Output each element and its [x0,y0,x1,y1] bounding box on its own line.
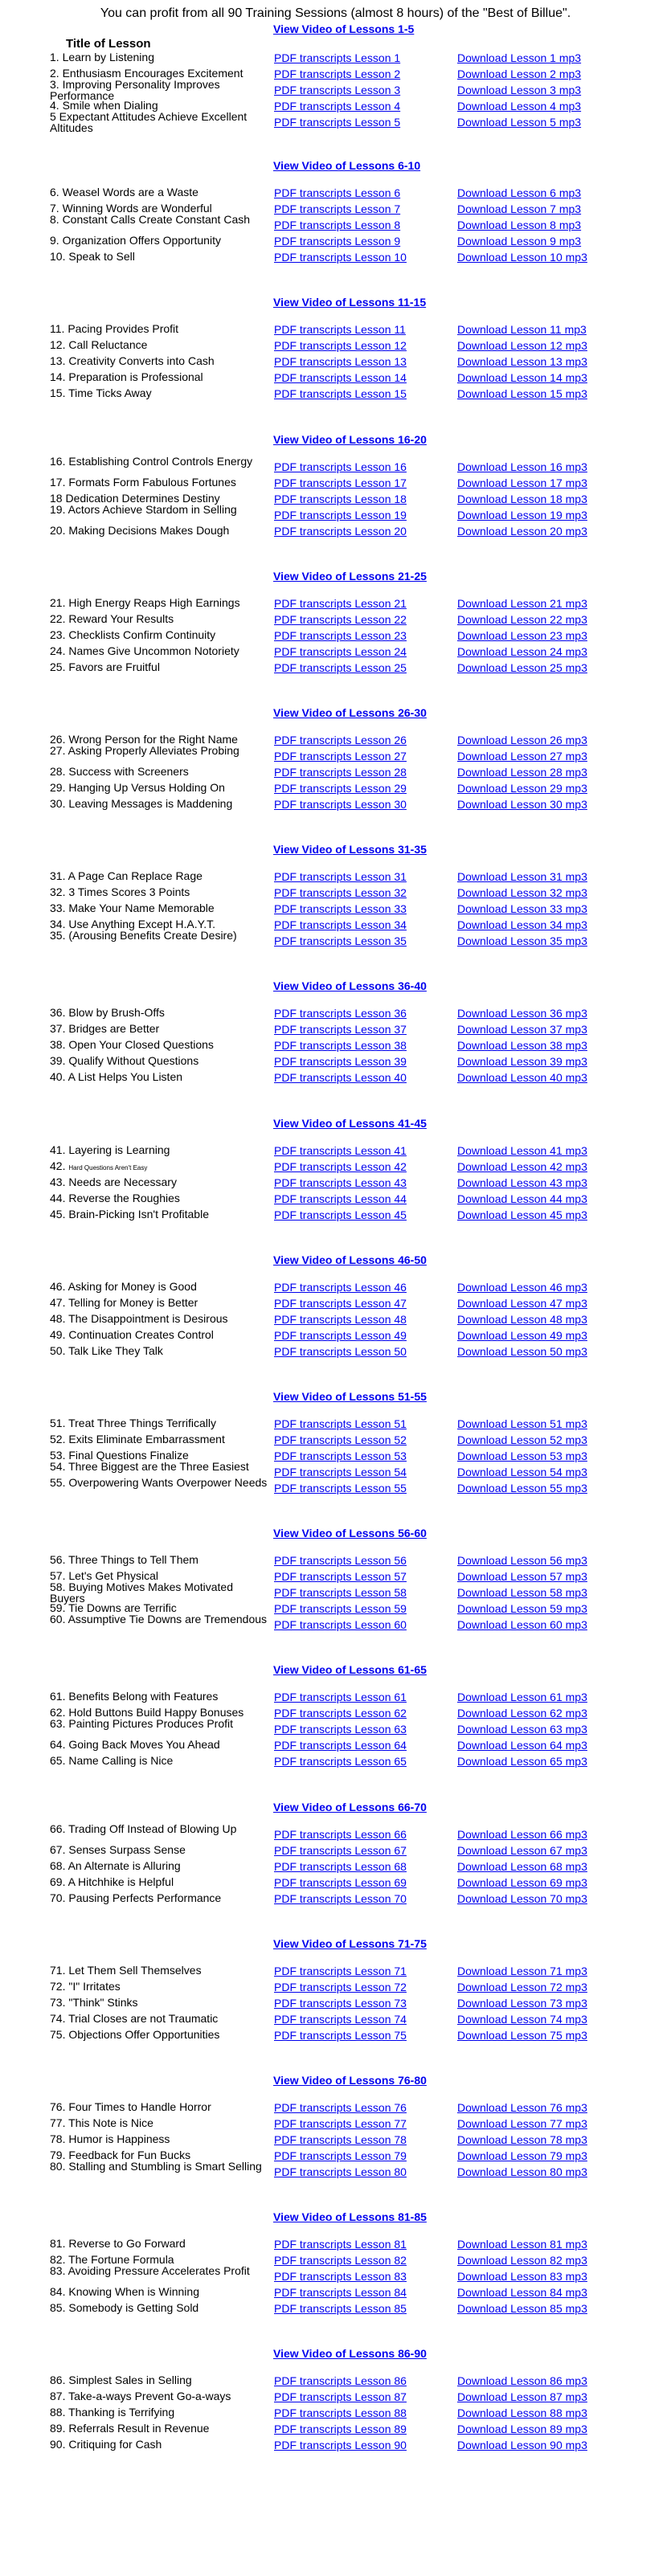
lesson-title: 36. Blow by Brush-Offs [50,1006,165,1020]
lesson-title: 89. Referrals Result in Revenue [50,2422,210,2435]
download-mp3-link[interactable]: Download Lesson 18 mp3 [457,492,587,505]
lesson-title: 16. Establishing Control Controls Energy [50,454,253,468]
lesson-title: 22. Reward Your Results [50,611,174,625]
pdf-transcript-link[interactable]: PDF transcripts Lesson 43 [274,1176,407,1189]
view-video-link[interactable]: View Video of Lessons 36-40 [273,979,427,993]
pdf-transcript-link[interactable]: PDF transcripts Lesson 76 [274,2101,407,2114]
lesson-title: 12. Call Reluctance [50,338,148,352]
pdf-transcript-link[interactable]: PDF transcripts Lesson 2 [274,67,401,80]
pdf-transcript-link[interactable]: PDF transcripts Lesson 11 [274,323,406,337]
lesson-title: 34. Use Anything Except H.A.Y.T. [50,918,215,931]
pdf-transcript-link[interactable]: PDF transcripts Lesson 69 [274,1875,407,1889]
pdf-transcript-link[interactable]: PDF transcripts Lesson 45 [274,1208,407,1221]
download-mp3-link[interactable]: Download Lesson 64 mp3 [457,1739,587,1752]
lesson-title: 10. Speak to Sell [50,250,135,264]
download-mp3-link[interactable]: Download Lesson 57 mp3 [457,1570,587,1584]
lesson-title: 38. Open Your Closed Questions [50,1038,214,1052]
pdf-transcript-link[interactable]: PDF transcripts Lesson 17 [274,476,407,489]
view-video-link[interactable]: View Video of Lessons 71-75 [273,1936,427,1950]
pdf-transcript-link[interactable]: PDF transcripts Lesson 5 [274,116,401,129]
lesson-title: 77. This Note is Nice [50,2116,153,2129]
view-video-link[interactable]: View Video of Lessons 86-90 [273,2347,427,2361]
pdf-transcript-link[interactable]: PDF transcripts Lesson 32 [274,886,407,900]
lesson-title: 44. Reverse the Roughies [50,1191,180,1204]
view-video-link[interactable]: View Video of Lessons 61-65 [273,1663,427,1677]
lesson-title: 17. Formats Form Fabulous Fortunes [50,475,236,489]
pdf-transcript-link[interactable]: PDF transcripts Lesson 64 [274,1739,407,1752]
lesson-title: 37. Bridges are Better [50,1022,160,1036]
pdf-transcript-link[interactable]: PDF transcripts Lesson 35 [274,934,407,948]
lesson-title: 1. Learn by Listening [50,51,154,63]
pdf-transcript-link[interactable]: PDF transcripts Lesson 87 [274,2390,407,2404]
download-mp3-link[interactable]: Download Lesson 61 mp3 [457,1691,587,1704]
lesson-title: 3. Improving Personality Improves Performance [50,78,220,102]
download-mp3-link[interactable]: Download Lesson 74 mp3 [457,2012,587,2026]
lesson-title: 54. Three Biggest are the Three Easiest [50,1460,249,1473]
pdf-transcript-link[interactable]: PDF transcripts Lesson 19 [274,508,407,521]
intro-text: You can profit from all 90 Training Sessions (almost 8 hours) of the "Best of Billue". [100,6,571,20]
download-mp3-link[interactable]: Download Lesson 54 mp3 [457,1466,587,1478]
download-mp3-link[interactable]: Download Lesson 51 mp3 [457,1417,587,1430]
pdf-transcript-link[interactable]: PDF transcripts Lesson 37 [274,1023,407,1037]
lesson-title: 50. Talk Like They Talk [50,1343,163,1357]
download-mp3-link[interactable]: Download Lesson 15 mp3 [457,387,587,401]
download-mp3-link[interactable]: Download Lesson 40 mp3 [457,1071,587,1085]
lesson-title: 49. Continuation Creates Control [50,1327,214,1341]
download-mp3-link[interactable]: Download Lesson 70 mp3 [457,1891,587,1905]
pdf-transcript-link[interactable]: PDF transcripts Lesson 53 [274,1450,407,1462]
pdf-transcript-link[interactable]: PDF transcripts Lesson 40 [274,1071,407,1085]
pdf-transcript-link[interactable]: PDF transcripts Lesson 80 [274,2165,407,2178]
pdf-transcript-link[interactable]: PDF transcripts Lesson 18 [274,492,407,505]
download-mp3-link[interactable]: Download Lesson 90 mp3 [457,2439,587,2452]
lesson-title: 75. Objections Offer Opportunities [50,2027,220,2041]
download-mp3-link[interactable]: Download Lesson 67 mp3 [457,1843,587,1857]
lesson-title: 40. A List Helps You Listen [50,1070,183,1084]
lesson-title-small: Hard Questions Aren't Easy [68,1163,148,1171]
lesson-title: 65. Name Calling is Nice [50,1754,174,1768]
download-mp3-link[interactable]: Download Lesson 62 mp3 [457,1707,587,1720]
download-mp3-link[interactable]: Download Lesson 21 mp3 [457,596,587,610]
lesson-title: 29. Hanging Up Versus Holding On [50,781,225,794]
pdf-transcript-link[interactable]: PDF transcripts Lesson 7 [274,202,401,216]
view-video-link[interactable]: View Video of Lessons 1-5 [273,22,415,35]
download-mp3-link[interactable]: Download Lesson 8 mp3 [457,219,582,232]
lesson-title: 66. Trading Off Instead of Blowing Up [50,1822,237,1835]
download-mp3-link[interactable]: Download Lesson 14 mp3 [457,371,587,385]
download-mp3-link[interactable]: Download Lesson 11 mp3 [457,323,587,337]
lesson-title: 74. Trial Closes are not Traumatic [50,2011,219,2025]
lesson-title: 5 Expectant Attitudes Achieve Excellent Altitudes [50,110,248,134]
download-mp3-link[interactable]: Download Lesson 37 mp3 [457,1023,587,1037]
pdf-transcript-link[interactable]: PDF transcripts Lesson 12 [274,339,407,353]
download-mp3-link[interactable]: Download Lesson 88 mp3 [457,2406,587,2420]
view-video-link[interactable]: View Video of Lessons 6-10 [273,159,421,173]
lesson-title: 56. Three Things to Tell Them [50,1553,198,1567]
pdf-transcript-link[interactable]: PDF transcripts Lesson 39 [274,1055,407,1069]
download-mp3-link[interactable]: Download Lesson 20 mp3 [457,524,587,538]
download-mp3-link[interactable]: Download Lesson 22 mp3 [457,612,587,626]
download-mp3-link[interactable]: Download Lesson 79 mp3 [457,2149,587,2162]
download-mp3-link[interactable]: Download Lesson 7 mp3 [457,202,582,216]
pdf-transcript-link[interactable]: PDF transcripts Lesson 90 [274,2439,407,2452]
pdf-transcript-link[interactable]: PDF transcripts Lesson 66 [274,1827,407,1841]
pdf-transcript-link[interactable]: PDF transcripts Lesson 50 [274,1344,407,1358]
lesson-title: 20. Making Decisions Makes Dough [50,523,230,537]
pdf-transcript-link[interactable]: PDF transcripts Lesson 61 [274,1691,407,1704]
lesson-title: 79. Feedback for Fun Bucks [50,2149,191,2161]
download-mp3-link[interactable]: Download Lesson 25 mp3 [457,660,587,674]
lesson-title: 21. High Energy Reaps High Earnings [50,595,240,609]
pdf-transcript-link[interactable]: PDF transcripts Lesson 26 [274,734,407,746]
view-video-link[interactable]: View Video of Lessons 41-45 [273,1116,427,1130]
lesson-title: 6. Weasel Words are a Waste [50,186,198,199]
pdf-transcript-link[interactable]: PDF transcripts Lesson 74 [274,2012,407,2026]
download-mp3-link[interactable]: Download Lesson 75 mp3 [457,2028,587,2042]
lesson-title: 70. Pausing Perfects Performance [50,1891,222,1904]
download-mp3-link[interactable]: Download Lesson 19 mp3 [457,508,587,521]
lesson-title: 87. Take-a-ways Prevent Go-a-ways [50,2390,231,2403]
pdf-transcript-link[interactable]: PDF transcripts Lesson 51 [274,1417,407,1430]
pdf-transcript-link[interactable]: PDF transcripts Lesson 89 [274,2423,407,2436]
download-mp3-link[interactable]: Download Lesson 6 mp3 [457,186,582,200]
download-mp3-link[interactable]: Download Lesson 63 mp3 [457,1723,587,1736]
lesson-title: 83. Avoiding Pressure Accelerates Profit [50,2264,250,2278]
download-mp3-link[interactable]: Download Lesson 55 mp3 [457,1482,587,1494]
pdf-transcript-link[interactable]: PDF transcripts Lesson 24 [274,644,407,658]
pdf-transcript-link[interactable]: PDF transcripts Lesson 28 [274,766,407,779]
lesson-title: 46. Asking for Money is Good [50,1279,197,1293]
download-mp3-link[interactable]: Download Lesson 49 mp3 [457,1328,587,1342]
lesson-title: 88. Thanking is Terrifying [50,2406,175,2419]
download-mp3-link[interactable]: Download Lesson 77 mp3 [457,2117,587,2130]
pdf-transcript-link[interactable]: PDF transcripts Lesson 31 [274,870,407,884]
download-mp3-link[interactable]: Download Lesson 3 mp3 [457,84,582,96]
download-mp3-link[interactable]: Download Lesson 72 mp3 [457,1980,587,1993]
pdf-transcript-link[interactable]: PDF transcripts Lesson 84 [274,2286,407,2300]
lesson-title: 26. Wrong Person for the Right Name [50,733,238,746]
pdf-transcript-link[interactable]: PDF transcripts Lesson 20 [274,524,407,538]
download-mp3-link[interactable]: Download Lesson 28 mp3 [457,766,587,779]
download-mp3-link[interactable]: Download Lesson 78 mp3 [457,2133,587,2146]
download-mp3-link[interactable]: Download Lesson 38 mp3 [457,1039,587,1053]
download-mp3-link[interactable]: Download Lesson 60 mp3 [457,1618,587,1632]
download-mp3-link[interactable]: Download Lesson 34 mp3 [457,918,587,932]
pdf-transcript-link[interactable]: PDF transcripts Lesson 60 [274,1618,407,1632]
download-mp3-link[interactable]: Download Lesson 85 mp3 [457,2302,587,2316]
download-mp3-link[interactable]: Download Lesson 30 mp3 [457,798,587,811]
pdf-transcript-link[interactable]: PDF transcripts Lesson 81 [274,2238,407,2251]
pdf-transcript-link[interactable]: PDF transcripts Lesson 83 [274,2270,407,2284]
lesson-title: 72. "I" Irritates [50,1979,121,1993]
pdf-transcript-link[interactable]: PDF transcripts Lesson 68 [274,1859,407,1873]
lesson-title: 67. Senses Surpass Sense [50,1842,186,1856]
pdf-transcript-link[interactable]: PDF transcripts Lesson 85 [274,2302,407,2316]
lesson-title: 52. Exits Eliminate Embarrassment [50,1433,225,1445]
download-mp3-link[interactable]: Download Lesson 71 mp3 [457,1964,587,1977]
view-video-link[interactable]: View Video of Lessons 21-25 [273,569,427,583]
download-mp3-link[interactable]: Download Lesson 16 mp3 [457,460,587,473]
pdf-transcript-link[interactable]: PDF transcripts Lesson 52 [274,1433,407,1446]
lesson-title: 33. Make Your Name Memorable [50,902,215,915]
pdf-transcript-link[interactable]: PDF transcripts Lesson 29 [274,782,407,795]
pdf-transcript-link[interactable]: PDF transcripts Lesson 13 [274,355,407,369]
download-mp3-link[interactable]: Download Lesson 24 mp3 [457,644,587,658]
pdf-transcript-link[interactable]: PDF transcripts Lesson 59 [274,1602,407,1616]
pdf-transcript-link[interactable]: PDF transcripts Lesson 63 [274,1723,407,1736]
lesson-title: 62. Hold Buttons Build Happy Bonuses [50,1706,244,1719]
lesson-title: 60. Assumptive Tie Downs are Tremendous [50,1613,268,1626]
download-mp3-link[interactable]: Download Lesson 43 mp3 [457,1176,587,1189]
pdf-transcript-link[interactable]: PDF transcripts Lesson 10 [274,251,407,264]
lesson-title: 39. Qualify Without Questions [50,1054,199,1068]
pdf-transcript-link[interactable]: PDF transcripts Lesson 57 [274,1570,407,1584]
title-of-lesson-header: Title of Lesson [66,37,151,51]
lesson-title: 19. Actors Achieve Stardom in Selling [50,502,237,516]
view-video-link[interactable]: View Video of Lessons 81-85 [273,2210,427,2224]
pdf-transcript-link[interactable]: PDF transcripts Lesson 23 [274,628,407,642]
lesson-title: 27. Asking Properly Alleviates Probing [50,744,239,757]
download-mp3-link[interactable]: Download Lesson 84 mp3 [457,2286,587,2300]
lesson-title: 18 Dedication Determines Destiny [50,491,220,505]
pdf-transcript-link[interactable]: PDF transcripts Lesson 54 [274,1466,407,1478]
lesson-title: 42. Hard Questions Aren't Easy [50,1159,148,1172]
pdf-transcript-link[interactable]: PDF transcripts Lesson 48 [274,1312,407,1326]
download-mp3-link[interactable]: Download Lesson 89 mp3 [457,2423,587,2436]
download-mp3-link[interactable]: Download Lesson 5 mp3 [457,116,582,129]
download-mp3-link[interactable]: Download Lesson 73 mp3 [457,1996,587,2010]
pdf-transcript-link[interactable]: PDF transcripts Lesson 16 [274,460,407,473]
lesson-title: 63. Painting Pictures Produces Profit [50,1717,234,1731]
download-mp3-link[interactable]: Download Lesson 66 mp3 [457,1827,587,1841]
download-mp3-link[interactable]: Download Lesson 69 mp3 [457,1875,587,1889]
lesson-title: 69. A Hitchhike is Helpful [50,1875,174,1888]
view-video-link[interactable]: View Video of Lessons 31-35 [273,843,427,857]
pdf-transcript-link[interactable]: PDF transcripts Lesson 58 [274,1586,407,1600]
lesson-title: 82. The Fortune Formula [50,2253,174,2267]
pdf-transcript-link[interactable]: PDF transcripts Lesson 4 [274,100,401,112]
download-mp3-link[interactable]: Download Lesson 9 mp3 [457,235,582,248]
download-mp3-link[interactable]: Download Lesson 13 mp3 [457,355,587,369]
pdf-transcript-link[interactable]: PDF transcripts Lesson 78 [274,2133,407,2146]
lesson-title: 45. Brain-Picking Isn't Profitable [50,1207,209,1221]
download-mp3-link[interactable]: Download Lesson 76 mp3 [457,2101,587,2114]
download-mp3-link[interactable]: Download Lesson 17 mp3 [457,476,587,489]
pdf-transcript-link[interactable]: PDF transcripts Lesson 46 [274,1280,407,1294]
view-video-link[interactable]: View Video of Lessons 66-70 [273,1800,427,1813]
pdf-transcript-link[interactable]: PDF transcripts Lesson 14 [274,371,407,385]
pdf-transcript-link[interactable]: PDF transcripts Lesson 6 [274,186,401,200]
download-mp3-link[interactable]: Download Lesson 56 mp3 [457,1554,587,1568]
pdf-transcript-link[interactable]: PDF transcripts Lesson 88 [274,2406,407,2420]
download-mp3-link[interactable]: Download Lesson 4 mp3 [457,100,582,112]
download-mp3-link[interactable]: Download Lesson 82 mp3 [457,2254,587,2267]
pdf-transcript-link[interactable]: PDF transcripts Lesson 75 [274,2028,407,2042]
view-video-link[interactable]: View Video of Lessons 56-60 [273,1527,427,1540]
lesson-title: 32. 3 Times Scores 3 Points [50,885,190,899]
pdf-transcript-link[interactable]: PDF transcripts Lesson 15 [274,387,407,401]
lesson-title: 53. Final Questions Finalize [50,1449,189,1462]
pdf-transcript-link[interactable]: PDF transcripts Lesson 8 [274,219,401,232]
download-mp3-link[interactable]: Download Lesson 12 mp3 [457,339,587,353]
lesson-title: 7. Winning Words are Wonderful [50,202,212,215]
download-mp3-link[interactable]: Download Lesson 87 mp3 [457,2390,587,2404]
pdf-transcript-link[interactable]: PDF transcripts Lesson 44 [274,1192,407,1205]
lesson-title: 41. Layering is Learning [50,1143,170,1156]
pdf-transcript-link[interactable]: PDF transcripts Lesson 42 [274,1159,407,1173]
pdf-transcript-link[interactable]: PDF transcripts Lesson 65 [274,1755,407,1768]
pdf-transcript-link[interactable]: PDF transcripts Lesson 25 [274,660,407,674]
pdf-transcript-link[interactable]: PDF transcripts Lesson 55 [274,1482,407,1494]
lesson-title: 14. Preparation is Professional [50,370,203,384]
lesson-title: 80. Stalling and Stumbling is Smart Selling [50,2160,262,2173]
view-video-link[interactable]: View Video of Lessons 51-55 [273,1390,427,1403]
view-video-link[interactable]: View Video of Lessons 11-15 [273,296,427,309]
pdf-transcript-link[interactable]: PDF transcripts Lesson 22 [274,612,407,626]
download-mp3-link[interactable]: Download Lesson 80 mp3 [457,2165,587,2178]
lesson-title: 31. A Page Can Replace Rage [50,869,203,883]
download-mp3-link[interactable]: Download Lesson 52 mp3 [457,1433,587,1446]
lesson-title: 30. Leaving Messages is Maddening [50,797,233,810]
lesson-title: 78. Humor is Happiness [50,2132,170,2145]
lesson-title: 64. Going Back Moves You Ahead [50,1738,220,1752]
download-mp3-link[interactable]: Download Lesson 44 mp3 [457,1192,587,1205]
download-mp3-link[interactable]: Download Lesson 53 mp3 [457,1450,587,1462]
pdf-transcript-link[interactable]: PDF transcripts Lesson 77 [274,2117,407,2130]
pdf-transcript-link[interactable]: PDF transcripts Lesson 41 [274,1143,407,1157]
download-mp3-link[interactable]: Download Lesson 33 mp3 [457,902,587,916]
lesson-title: 58. Buying Motives Makes Motivated Buyers [50,1580,233,1605]
download-mp3-link[interactable]: Download Lesson 86 mp3 [457,2374,587,2388]
pdf-transcript-link[interactable]: PDF transcripts Lesson 9 [274,235,401,248]
lesson-title: 23. Checklists Confirm Continuity [50,628,216,641]
lesson-title: 15. Time Ticks Away [50,386,152,400]
view-video-link[interactable]: View Video of Lessons 16-20 [273,432,427,446]
lesson-title: 85. Somebody is Getting Sold [50,2301,199,2315]
download-mp3-link[interactable]: Download Lesson 29 mp3 [457,782,587,795]
lesson-title: 9. Organization Offers Opportunity [50,234,221,247]
pdf-transcript-link[interactable]: PDF transcripts Lesson 33 [274,902,407,916]
pdf-transcript-link[interactable]: PDF transcripts Lesson 3 [274,84,401,96]
download-mp3-link[interactable]: Download Lesson 46 mp3 [457,1280,587,1294]
download-mp3-link[interactable]: Download Lesson 81 mp3 [457,2238,587,2251]
lesson-title: 47. Telling for Money is Better [50,1295,198,1309]
lesson-title: 25. Favors are Fruitful [50,660,160,673]
lesson-title: 90. Critiquing for Cash [50,2438,162,2451]
pdf-transcript-link[interactable]: PDF transcripts Lesson 71 [274,1964,407,1977]
lesson-title: 13. Creativity Converts into Cash [50,354,215,368]
download-mp3-link[interactable]: Download Lesson 47 mp3 [457,1296,587,1310]
pdf-transcript-link[interactable]: PDF transcripts Lesson 62 [274,1707,407,1720]
pdf-transcript-link[interactable]: PDF transcripts Lesson 70 [274,1891,407,1905]
pdf-transcript-link[interactable]: PDF transcripts Lesson 86 [274,2374,407,2388]
download-mp3-link[interactable]: Download Lesson 59 mp3 [457,1602,587,1616]
download-mp3-link[interactable]: Download Lesson 68 mp3 [457,1859,587,1873]
pdf-transcript-link[interactable]: PDF transcripts Lesson 82 [274,2254,407,2267]
download-mp3-link[interactable]: Download Lesson 2 mp3 [457,67,582,80]
lesson-title: 73. "Think" Stinks [50,1995,138,2009]
lesson-title: 71. Let Them Sell Themselves [50,1963,202,1977]
pdf-transcript-link[interactable]: PDF transcripts Lesson 56 [274,1554,407,1568]
lesson-title: 59. Tie Downs are Terrific [50,1601,177,1615]
pdf-transcript-link[interactable]: PDF transcripts Lesson 21 [274,596,407,610]
lesson-title: 55. Overpowering Wants Overpower Needs [50,1476,268,1489]
lesson-title: 68. An Alternate is Alluring [50,1858,181,1872]
pdf-transcript-link[interactable]: PDF transcripts Lesson 72 [274,1980,407,1993]
download-mp3-link[interactable]: Download Lesson 39 mp3 [457,1055,587,1069]
download-mp3-link[interactable]: Download Lesson 35 mp3 [457,934,587,948]
lesson-title: 8. Constant Calls Create Constant Cash [50,213,251,227]
download-mp3-link[interactable]: Download Lesson 48 mp3 [457,1312,587,1326]
lesson-title: 24. Names Give Uncommon Notoriety [50,644,239,657]
download-mp3-link[interactable]: Download Lesson 26 mp3 [457,734,587,746]
download-mp3-link[interactable]: Download Lesson 50 mp3 [457,1344,587,1358]
pdf-transcript-link[interactable]: PDF transcripts Lesson 30 [274,798,407,811]
pdf-transcript-link[interactable]: PDF transcripts Lesson 73 [274,1996,407,2010]
lesson-title: 4. Smile when Dialing [50,99,158,112]
lesson-title: 43. Needs are Necessary [50,1175,177,1188]
pdf-transcript-link[interactable]: PDF transcripts Lesson 38 [274,1039,407,1053]
lesson-title: 81. Reverse to Go Forward [50,2237,186,2251]
lesson-title: 35. (Arousing Benefits Create Desire) [50,929,237,942]
pdf-transcript-link[interactable]: PDF transcripts Lesson 36 [274,1007,407,1020]
pdf-transcript-link[interactable]: PDF transcripts Lesson 1 [274,51,401,64]
download-mp3-link[interactable]: Download Lesson 45 mp3 [457,1208,587,1221]
download-mp3-link[interactable]: Download Lesson 32 mp3 [457,886,587,900]
view-video-link[interactable]: View Video of Lessons 46-50 [273,1253,427,1266]
lesson-title: 51. Treat Three Things Terrifically [50,1417,216,1429]
lesson-title: 61. Benefits Belong with Features [50,1690,219,1703]
download-mp3-link[interactable]: Download Lesson 83 mp3 [457,2270,587,2284]
download-mp3-link[interactable]: Download Lesson 23 mp3 [457,628,587,642]
view-video-link[interactable]: View Video of Lessons 76-80 [273,2074,427,2087]
lesson-title: 84. Knowing When is Winning [50,2285,199,2299]
download-mp3-link[interactable]: Download Lesson 27 mp3 [457,750,587,763]
lesson-title: 57. Let's Get Physical [50,1569,158,1583]
pdf-transcript-link[interactable]: PDF transcripts Lesson 47 [274,1296,407,1310]
download-mp3-link[interactable]: Download Lesson 41 mp3 [457,1143,587,1157]
pdf-transcript-link[interactable]: PDF transcripts Lesson 79 [274,2149,407,2162]
lesson-title: 76. Four Times to Handle Horror [50,2100,211,2113]
pdf-transcript-link[interactable]: PDF transcripts Lesson 27 [274,750,407,763]
download-mp3-link[interactable]: Download Lesson 10 mp3 [457,251,587,264]
view-video-link[interactable]: View Video of Lessons 26-30 [273,706,427,719]
lesson-title: 2. Enthusiasm Encourages Excitement [50,67,243,80]
pdf-transcript-link[interactable]: PDF transcripts Lesson 34 [274,918,407,932]
download-mp3-link[interactable]: Download Lesson 31 mp3 [457,870,587,884]
download-mp3-link[interactable]: Download Lesson 36 mp3 [457,1007,587,1020]
lesson-title: 48. The Disappointment is Desirous [50,1311,228,1325]
download-mp3-link[interactable]: Download Lesson 1 mp3 [457,51,582,64]
download-mp3-link[interactable]: Download Lesson 58 mp3 [457,1586,587,1600]
lesson-title: 11. Pacing Provides Profit [50,322,179,336]
pdf-transcript-link[interactable]: PDF transcripts Lesson 67 [274,1843,407,1857]
download-mp3-link[interactable]: Download Lesson 42 mp3 [457,1159,587,1173]
download-mp3-link[interactable]: Download Lesson 65 mp3 [457,1755,587,1768]
pdf-transcript-link[interactable]: PDF transcripts Lesson 49 [274,1328,407,1342]
lesson-title: 86. Simplest Sales in Selling [50,2374,192,2387]
lesson-title: 28. Success with Screeners [50,765,189,778]
